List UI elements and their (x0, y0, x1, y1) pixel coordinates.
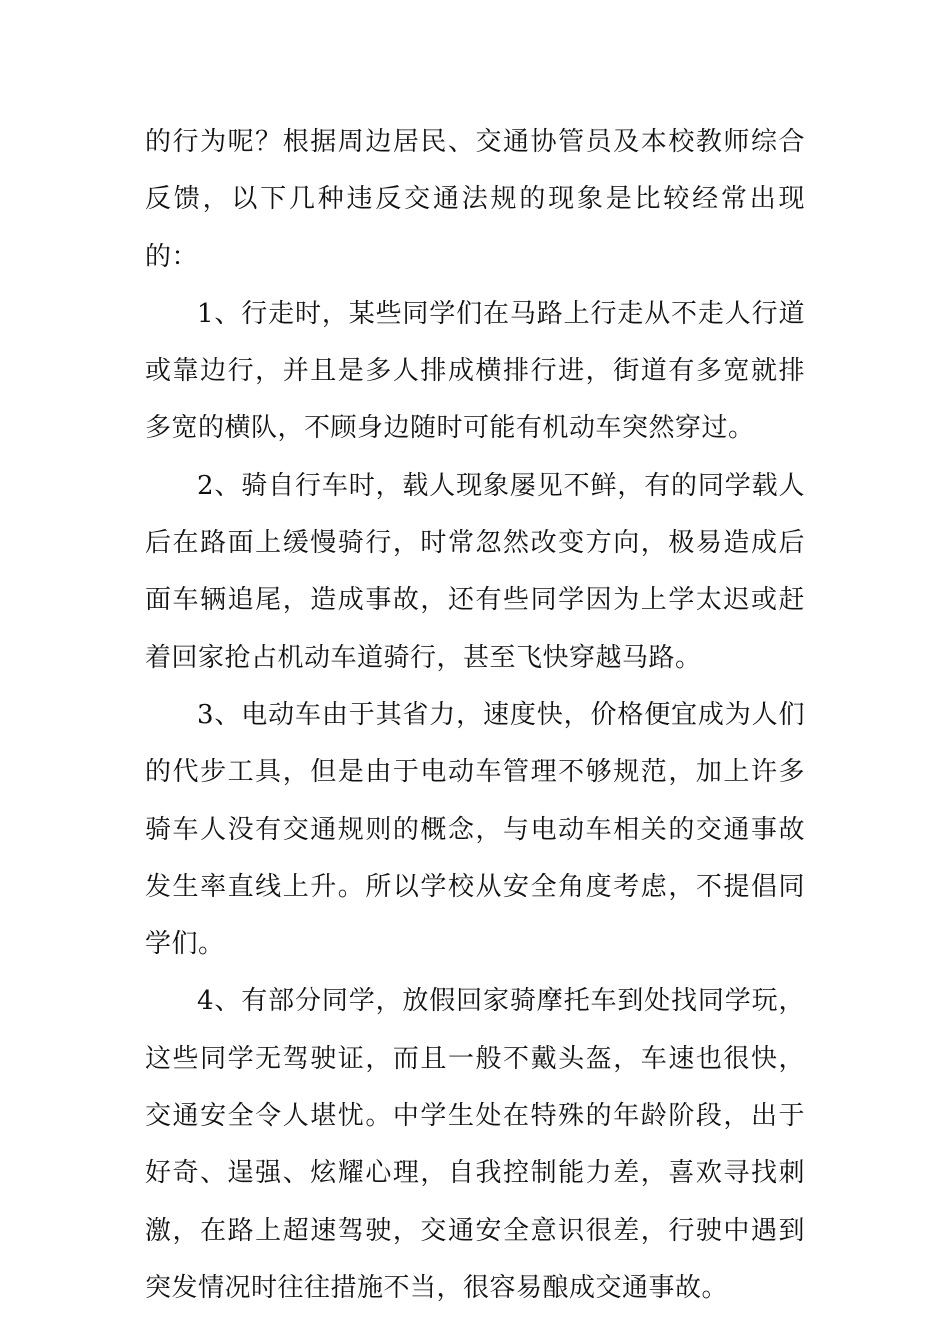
paragraph-item-1: 1、行走时，某些同学们在马路上行走从不走人行道或靠边行，并且是多人排成横排行进，街道有多宽就排多宽的横队，不顾身边随时可能有机动车突然穿过。 (145, 298, 805, 444)
document-body (145, 114, 805, 1317)
paragraph-item-4: 4、有部分同学，放假回家骑摩托车到处找同学玩，这些同学无驾驶证，而且一般不戴头盔，车速也很快，交通安全令人堪忧。中学生处在特殊的年龄阶段，出于好奇、逞强、炫耀心理，自我控制能力差，喜欢寻找刺激，在路上超速驾驶，交通安全意识很差，行驶中遇到突发情况时往往措施不当，很容易酿成交通事故。 (145, 986, 805, 1303)
paragraph-item-2: 2、骑自行车时，载人现象屡见不鲜，有的同学载人后在路面上缓慢骑行，时常忽然改变方向，极易造成后面车辆追尾，造成事故，还有些同学因为上学太迟或赶着回家抢占机动车道骑行，甚至飞快穿越马路。 (145, 470, 805, 673)
paragraph-item-3: 3、电动车由于其省力，速度快，价格便宜成为人们的代步工具，但是由于电动车管理不够规范，加上许多骑车人没有交通规则的概念，与电动车相关的交通事故发生率直线上升。所以学校从安全角度考虑，不提倡同学们。 (145, 699, 805, 960)
paragraph-intro: 的行为呢？根据周边居民、交通协管员及本校教师综合反馈，以下几种违反交通法规的现象是比较经常出现的： (145, 127, 805, 272)
